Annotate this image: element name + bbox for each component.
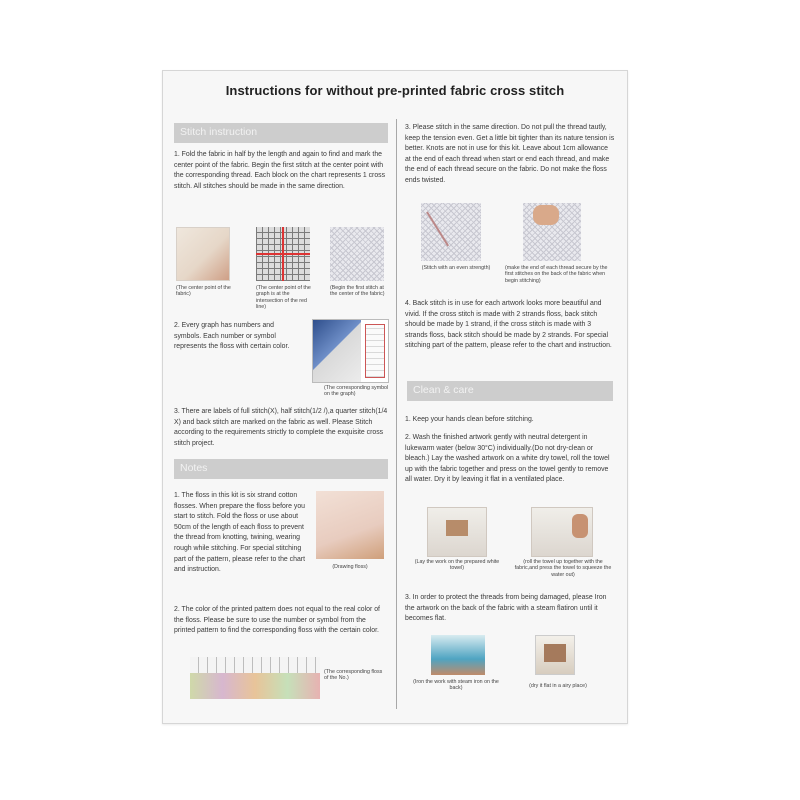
center-fabric-photo: [176, 227, 230, 281]
caption-symbol-graph: (The corresponding symbol on the graph): [324, 385, 389, 398]
right-column: [405, 123, 615, 692]
caption-even-strength: (Stitch with an even strength): [421, 265, 491, 271]
steam-iron-photo: [431, 635, 485, 675]
sheet-title: Instructions for without pre-printed fabric cross stitch: [225, 83, 565, 98]
stitch-step-3: 3. There are labels of full stitch(X), half stitch(1/2 /),a quarter stitch(1/4 X) and back stitch are marked on the fabric as well. Please Stitch according to the requirements strictly to complete the exquisite cross stitch project.: [174, 408, 388, 447]
caption-drawing-floss: (Drawing floss): [332, 564, 368, 570]
caption-secure-end: (make the end of each thread secure by the first stitches on the back of the fabric when begin stitching): [505, 265, 608, 284]
instruction-sheet: [162, 70, 628, 724]
even-strength-photo: [421, 203, 481, 261]
caption-lay-towel: (Lay the work on the prepared white towel): [414, 559, 500, 572]
column-divider: [396, 119, 397, 709]
notes-item-2: 2. The color of the printed pattern does not equal to the real color of the floss. Please be sure to use the number or symbol from the printed pattern to find the corresponding floss with the certain color.: [174, 606, 380, 635]
caption-begin-stitch: (Begin the first stitch at the center of the fabric): [330, 285, 385, 298]
dry-flat-photo: [535, 635, 575, 675]
lay-towel-photo: [427, 507, 487, 557]
stitch-step-3-direction: 3. Please stitch in the same direction. Do not pull the thread tautly, keep the tension even. Get a little bit tighter than its nature tension is better. Knots are not in use for this kit. Leave about 1cm allowance at the end of each thread when start or end each thread, and make the end of each thread secure on the fabric. Do not make the floss ends twisted.: [405, 124, 615, 184]
caption-center-graph: (The center point of the graph is at the intersection of the red line): [256, 285, 311, 310]
stitch-step-1: 1. Fold the fabric in half by the length and again to find and mark the center point of the fabric. Begin the first stitch at the center point with the corresponding thread. Each block on the chart represents 1 cross stitch. All stitches should be made in the same direction.: [174, 151, 386, 190]
clean-care-header: Clean & care: [407, 381, 613, 401]
caption-roll-towel: (roll the towel up together with the fabric,and press the towel to squeeze the water out): [514, 559, 612, 578]
stitch-instruction-header: Stitch instruction: [174, 123, 388, 143]
care-item-2: 2. Wash the finished artwork gently with neutral detergent in lukewarm water (below 30°C) individually.(Do not dry-clean or bleach.) Lay the washed artwork on a white dry towel, roll the towel up with the fabric together and press on the towel gently to remove all water. Dry it by leaving it flat in a ventilated place.: [405, 434, 610, 484]
drawing-floss-photo: [316, 491, 384, 559]
notes-item-1: 1. The floss in this kit is six strand cotton flosses. When prepare the floss before you start to stitch. Fold the floss or use about 50cm of the length of each floss to prevent the thread from knotting, twining, wearing rough while stitching. For special stitching part of the pattern, please refer to the chart and instruction.: [174, 492, 305, 574]
begin-stitch-photo: [330, 227, 384, 281]
roll-towel-photo: [531, 507, 593, 557]
caption-dry-flat: (dry it flat in a airy place): [529, 683, 587, 689]
secure-end-photo: [523, 203, 581, 261]
caption-center-fabric: (The center point of the fabric): [176, 285, 231, 298]
stitch-step-4: 4. Back stitch is in use for each artwork looks more beautiful and vivid. If the cross stitch is made with 2 strands floss, back stitch should be made by 1 strand, if the cross stitch is made with 3 strands floss, back stitch should be made by 2 strands. For special stitching part of the pattern, please refer to the chart and instruction.: [405, 300, 612, 350]
center-graph-photo: [256, 227, 310, 281]
caption-floss-number: (The corresponding floss of the No.): [324, 669, 383, 682]
care-item-3: 3. In order to protect the threads from being damaged, please Iron the artwork on the back of the fabric with a steam flatiron until it becomes flat.: [405, 594, 607, 623]
care-item-1: 1. Keep your hands clean before stitching.: [405, 416, 534, 423]
stitch-step-2: 2. Every graph has numbers and symbols. Each number or symbol represents the floss with certain color.: [174, 322, 290, 351]
symbol-graph-photo: [312, 319, 389, 383]
left-column: [174, 123, 389, 682]
notes-header: Notes: [174, 459, 388, 479]
floss-color-card-photo: [190, 657, 320, 699]
caption-steam-iron: (Iron the work with steam iron on the back): [413, 679, 499, 692]
